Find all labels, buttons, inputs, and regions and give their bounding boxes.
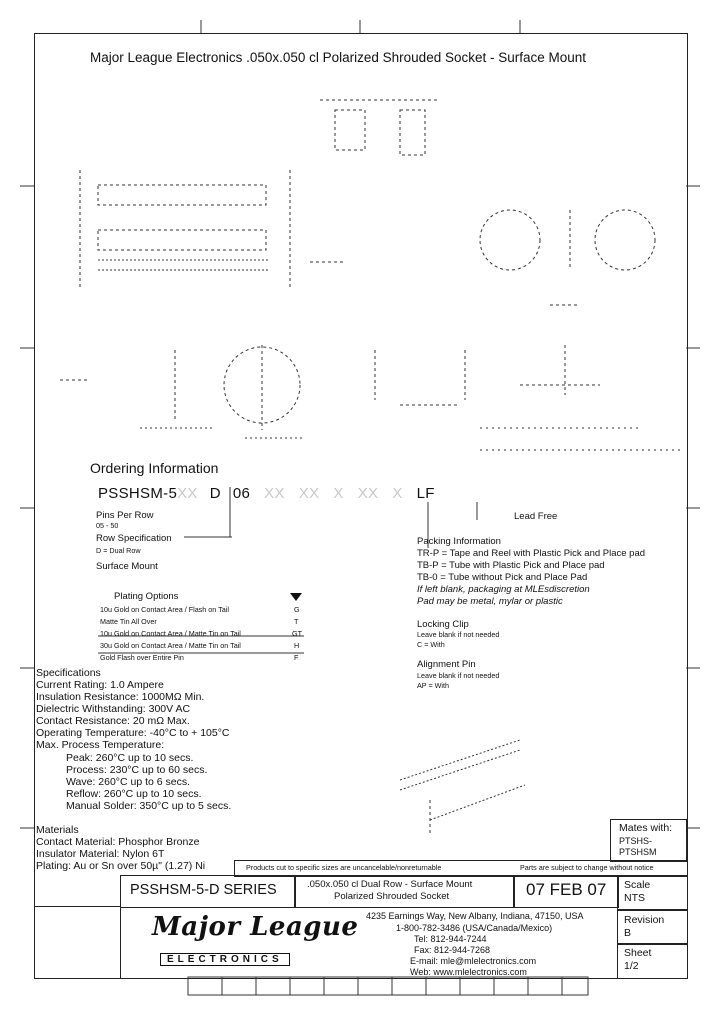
logo-script: Major League xyxy=(152,912,359,942)
row-spec-value: D = Dual Row xyxy=(96,546,141,555)
alignment-line-2: AP = With xyxy=(417,681,450,690)
plating-code-1: T xyxy=(294,617,299,626)
process-line-4: Manual Solder: 350°C up to 5 secs. xyxy=(66,800,232,812)
process-line-2: Wave: 260°C up to 6 secs. xyxy=(66,776,191,788)
date: 07 FEB 07 xyxy=(526,880,607,899)
material-line-2: Plating: Au or Sn over 50µ" (1.27) Ni xyxy=(36,860,206,872)
revision-label: Revision xyxy=(624,914,665,926)
plating-opt-0: 10u Gold on Contact Area / Flash on Tail xyxy=(100,605,229,614)
packing-note-1: If left blank, packaging at MLEsdiscretion xyxy=(417,584,590,595)
lead-free-label: Lead Free xyxy=(514,511,558,522)
plating-opt-1: Matte Tin All Over xyxy=(100,617,157,626)
packing-opt-2: TB-0 = Tube without Pick and Place Pad xyxy=(417,572,588,583)
part-seg-pins: XX xyxy=(177,485,198,502)
pins-per-row-label: Pins Per Row xyxy=(96,510,154,521)
part-seg-06: 06 xyxy=(232,485,251,502)
locking-line-2: C = With xyxy=(417,640,445,649)
desc-line-1: .050x.050 cl Dual Row - Surface Mount xyxy=(307,879,473,890)
scale-label: Scale xyxy=(624,879,651,891)
mates-label: Mates with: xyxy=(619,822,673,834)
part-prefix: PSSHSM-5 xyxy=(98,485,178,502)
detail-circle-a xyxy=(480,210,540,270)
process-line-1: Process: 230°C up to 60 secs. xyxy=(66,764,208,776)
process-line-0: Peak: 260°C up to 10 secs. xyxy=(66,752,194,764)
process-line-3: Reflow: 260°C up to 10 secs. xyxy=(66,788,202,800)
part-seg-x: X xyxy=(392,485,403,502)
packing-note-2: Pad may be metal, mylar or plastic xyxy=(417,596,563,607)
plating-code-2: GT xyxy=(292,629,302,638)
pins-per-row-range: 05 - 50 xyxy=(96,521,119,530)
left-info-block xyxy=(34,906,121,979)
address-line-3: Fax: 812-944-7268 xyxy=(414,945,491,955)
locking-label: Locking Clip xyxy=(417,619,469,630)
note-non-returnable: Products cut to specific sizes are uncancelable/nonreturnable xyxy=(246,863,442,872)
spec-line-0: Current Rating: 1.0 Ampere xyxy=(36,679,164,691)
part-seg-packing: XX xyxy=(298,485,320,502)
packing-opt-0: TR-P = Tape and Reel with Plastic Pick and Place pad xyxy=(417,548,646,559)
address-line-5: Web: www.mlelectronics.com xyxy=(410,967,527,977)
specs-heading: Specifications xyxy=(36,667,101,679)
spec-line-5: Max. Process Temperature: xyxy=(36,739,165,751)
plating-code-0: G xyxy=(294,605,300,614)
materials-heading: Materials xyxy=(36,824,79,836)
plating-opt-3: 30u Gold on Contact Area / Matte Tin on Tail xyxy=(100,641,241,650)
drawing-title: Major League Electronics .050x.050 cl Polarized Shrouded Socket - Surface Mount xyxy=(90,50,587,65)
plating-code-4: F xyxy=(294,653,299,662)
part-seg-lf: LF xyxy=(416,485,435,502)
material-line-0: Contact Material: Phosphor Bronze xyxy=(36,836,200,848)
address-line-4: E-mail: mle@mlelectronics.com xyxy=(410,956,537,966)
note-subject-change: Parts are subject to change without notice xyxy=(520,863,654,872)
ordering-heading: Ordering Information xyxy=(90,460,219,476)
desc-line-2: Polarized Shrouded Socket xyxy=(334,891,450,902)
sheet-value: 1/2 xyxy=(624,960,639,972)
alignment-line-1: Leave blank if not needed xyxy=(417,671,500,680)
part-seg-locking: X xyxy=(333,485,344,502)
plating-opt-2: 10u Gold on Contact Area / Matte Tin on Tail xyxy=(100,629,241,638)
part-seg-alignment: XX xyxy=(357,485,379,502)
part-seg-plating: XX xyxy=(264,485,285,502)
logo-sub: ELECTRONICS xyxy=(160,953,290,966)
surface-mount-label: Surface Mount xyxy=(96,561,158,572)
address-line-2: Tel: 812-944-7244 xyxy=(414,934,487,944)
address-line-0: 4235 Earnings Way, New Albany, Indiana, 47150, USA xyxy=(366,911,584,921)
spec-line-4: Operating Temperature: -40°C to + 105°C xyxy=(36,727,230,739)
mates-line-1: PTSHS- xyxy=(619,836,653,846)
detail-circle-b xyxy=(595,210,655,270)
row-spec-label: Row Specification xyxy=(96,533,172,544)
part-seg-row: D xyxy=(209,485,221,502)
plating-code-3: H xyxy=(294,641,300,650)
alignment-label: Alignment Pin xyxy=(417,659,476,670)
plating-arrow xyxy=(290,593,302,601)
spec-line-3: Contact Resistance: 20 mΩ Max. xyxy=(36,715,190,727)
mates-line-2: PTSHSM xyxy=(619,847,657,857)
material-line-1: Insulator Material: Nylon 6T xyxy=(36,848,165,860)
spec-line-2: Dielectric Withstanding: 300V AC xyxy=(36,703,191,715)
spec-line-1: Insulation Resistance: 1000MΩ Min. xyxy=(36,691,205,703)
packing-label: Packing Information xyxy=(417,536,501,547)
series-title: PSSHSM-5-D SERIES xyxy=(130,882,277,898)
part-number xyxy=(98,485,435,502)
scale-value: NTS xyxy=(624,892,645,904)
top-view-outline xyxy=(98,185,266,205)
locking-line-1: Leave blank if not needed xyxy=(417,630,500,639)
packing-opt-1: TB-P = Tube with Plastic Pick and Place pad xyxy=(417,560,605,571)
revision-value: B xyxy=(624,927,632,939)
address-line-1: 1-800-782-3486 (USA/Canada/Mexico) xyxy=(396,923,553,933)
plating-opt-4: Gold Flash over Entire Pin xyxy=(100,653,184,662)
sheet-label: Sheet xyxy=(624,947,652,959)
plating-options-label: Plating Options xyxy=(114,591,179,602)
